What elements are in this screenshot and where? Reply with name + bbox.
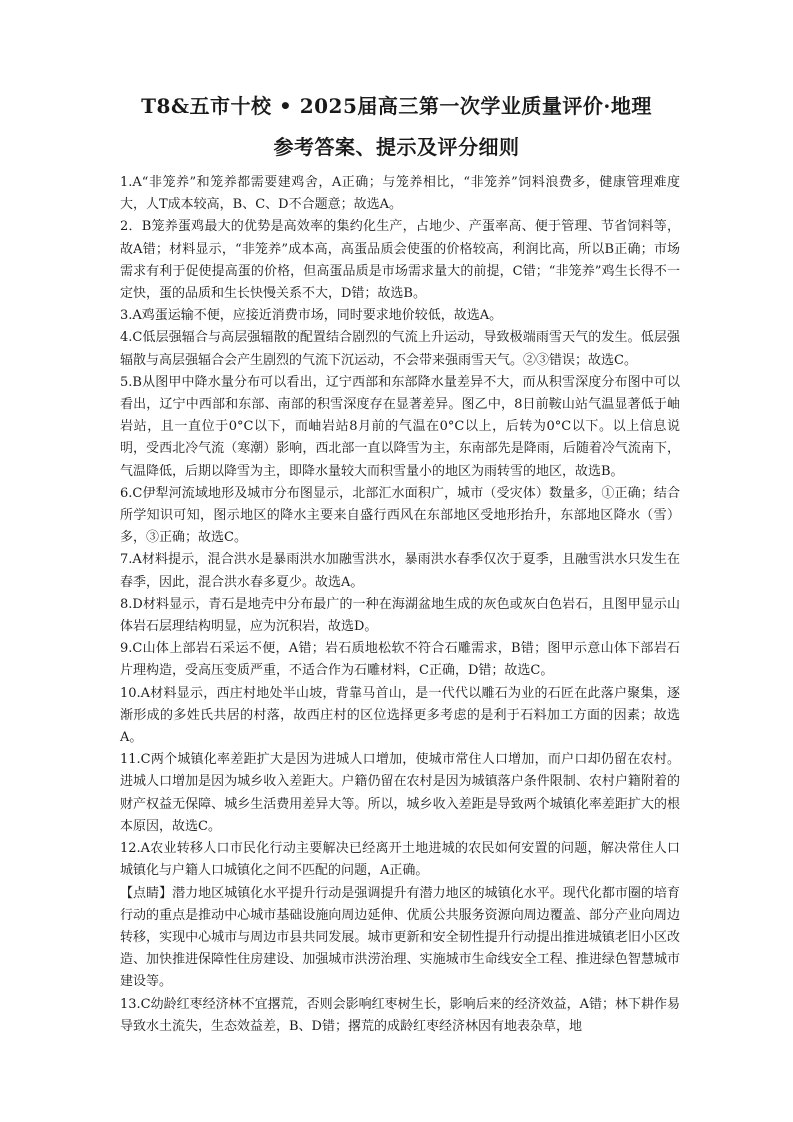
answer-list [120,172,680,1038]
answer-item-7: 7.A材料提示，混合洪水是暴雨洪水加融雪洪水，暴雨洪水春季仅次于夏季，且融雪洪水只发生在春季，因此，混合洪水春多夏少。故选A。 [120,552,680,590]
answer-item-5: 5.B从图甲中降水量分布可以看出，辽宁西部和东部降水量差异不大，而从积雪深度分布图中可以看出，辽宁中西部和东部、南部的积雪深度存在显著差异。图乙中，8日前鞍山站气温显著低于岫岩站，且一直位于0°C以下，而岫岩站8月前的气温在0°C以上，后转为0°C以下。以上信息说明，受西北冷气流（寒潮）影响，西北部一直以降雪为主，东南部先是降雨，后随着冷气流南下，气温降低，后期以降雪为主，即降水量较大而积雪量小的地区为雨转雪的地区，故选B。 [120,374,680,479]
answer-item-3: 3.A鸡蛋运输不便，应接近消费市场，同时要求地价较低，故选A。 [120,308,503,324]
answer-item-6: 6.C伊犁河流域地形及城市分布图显示，北部汇水面积广，城市（受灾体）数量多，①正确；结合所学知识可知，图示地区的降水主要来自盛行西风在东部地区受地形抬升，东部地区降水（雪）多，③正确；故选C。 [120,485,680,546]
answer-item-11: 11.C两个城镇化率差距扩大是因为进城人口增加，使城市常住人口增加，而户口却仍留在农村。进城人口增加是因为城乡收入差距大。户籍仍留在农村是因为城镇落户条件限制、农村户籍附着的财产权益无保障、城乡生活费用差异大等。所以，城乡收入差距是导致两个城镇化率差距扩大的根本原因，故选C。 [120,752,680,834]
answer-item-1: 1.A“非笼养”和笼养都需要建鸡舍，A正确；与笼养相比，“非笼养”饲料浪费多，健康管理难度大，人T成本较高，B、C、D不合题意；故选A。 [120,175,680,213]
answer-item-4: 4.C低层强辐合与高层强辐散的配置结合剧烈的气流上升运动，导致极端雨雪天气的发生。低层强辐散与高层强辐合会产生剧烈的气流下沉运动，不会带来强雨雪天气。②③错误；故选C。 [120,330,680,368]
answer-item-13: 13.C幼龄红枣经济林不宜撂荒，否则会影响红枣树生长，影响后来的经济效益，A错；林下耕作易导致水土流失，生态效益差，B、D错；撂荒的成龄红枣经济林因有地表杂草，地 [120,996,681,1034]
document-subtitle: 参考答案、提示及评分细则 [273,135,520,159]
document-title: T8&五市十校 • 2025届高三第一次学业质量评价·地理 [141,94,652,118]
answer-note-dianjing: 【点睛】潜力地区城镇化水平提升行动是强调提升有潜力地区的城镇化水平。现代化都市圈的培育行动的重点是推动中心城市基础设施向周边延伸、优质公共服务资源向周边覆盖、部分产业向周边转移，实现中心城市与周边市县共同发展。城市更新和安全韧性提升行动提出推进城镇老旧小区改造、加快推进保障性住房建设、加强城市洪涝治理、实施城市生命线安全工程、推进绿色智慧城市建设等。 [120,885,680,990]
answer-item-9: 9.C山体上部岩石采运不便，A错；岩石质地松软不符合石雕需求，B错；图甲示意山体下部岩石片理构造，受高压变质严重，不适合作为石雕材料，C正确，D错；故选C。 [120,641,680,679]
answer-item-12: 12.A农业转移人口市民化行动主要解决已经离开土地进城的农民如何安置的问题，解决常住人口城镇化与户籍人口城镇化之间不匹配的问题，A正确。 [120,841,680,879]
answer-item-2: 2．B笼养蛋鸡最大的优势是高效率的集约化生产，占地少、产蛋率高、便于管理、节省饲料等，故A错；材料显示，“非笼养”成本高，高蛋品质会使蛋的价格较高，利润比高，所以B正确；市场需求有利于促使提高蛋的价格，但高蛋品质是市场需求量大的前提，C错；“非笼养”鸡生长得不一定快，蛋的品质和生长快慢关系不大，D错；故选B。 [120,219,680,302]
answer-item-8: 8.D材料显示，青石是地壳中分布最广的一种在海湖盆地生成的灰色或灰白色岩石，且图甲显示山体岩石层理结构明显，应为沉积岩，故选D。 [120,596,680,635]
answer-item-10: 10.A材料显示，西庄村地处半山坡，背靠马首山，是一代代以雕石为业的石匠在此落户聚集，逐渐形成的多姓氏共居的村落，故西庄村的区位选择更多考虑的是利于石料加工方面的因素；故选A。 [120,685,680,746]
